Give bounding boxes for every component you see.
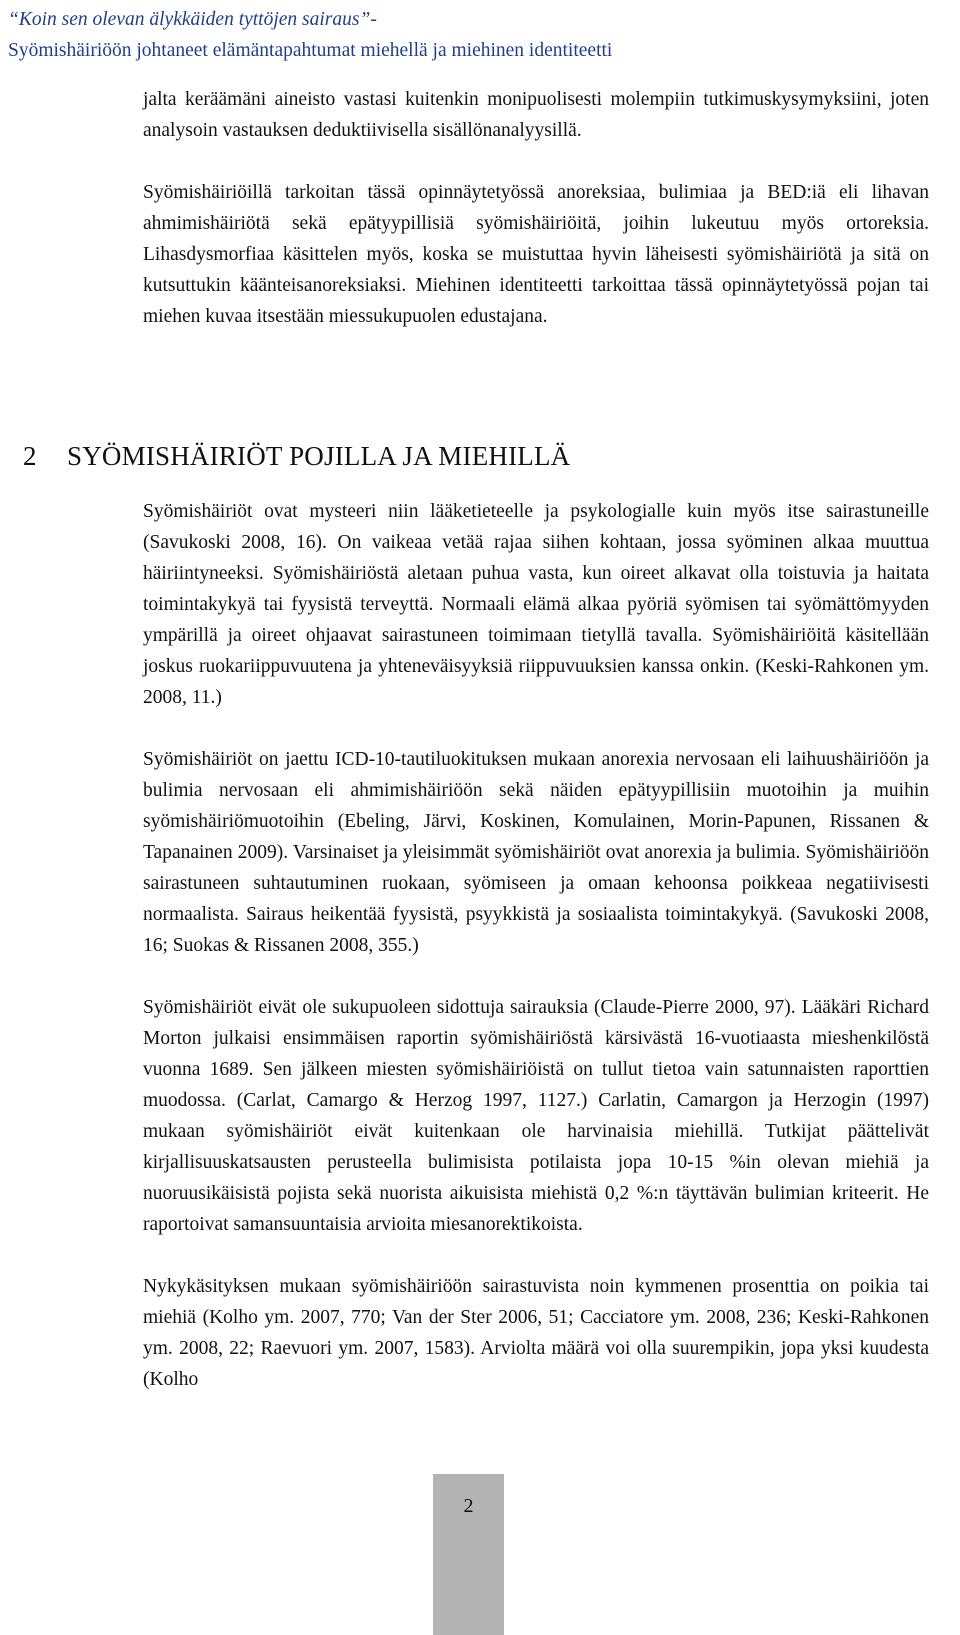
chapter-heading <box>23 436 570 476</box>
running-header <box>8 4 948 66</box>
paragraph-prevalence: Nykykäsityksen mukaan syömishäiriöön sairastuvista noin kymmenen prosenttia on poikia tai miehiä (Kolho ym. 2007, 770; Van der Ster 2006, 51; Cacciatore ym. 2008, 236; Keski-Rahkonen ym. 2008, 22; Raevuori ym. 2007, 1583). Arviolta määrä voi olla suurempikin, jopa yksi kuudesta (Kolho <box>143 1276 929 1390</box>
page-number: 2 <box>463 1495 474 1517</box>
paragraph-classification: Syömishäiriöt on jaettu ICD-10-tautiluokituksen mukaan anorexia nervosaan eli laihuushäiriöön ja bulimia nervosaan eli ahmimishäiriöön sekä näiden epätyypillisiin muotoihin ja muihin syömishäiriömuotoihin (Ebeling, Järvi, Koskinen, Komulainen, Morin-Papunen, Rissanen & Tapanainen 2009). Varsinaiset ja yleisimmät syömishäiriöt ovat anorexia ja bulimia. Syömishäiriöön sairastuneen suhtautuminen ruokaan, syömiseen ja omaan kehoonsa poikkeaa negatiivisesti normaalista. Sairaus heikentää fyysistä, psyykkistä ja sosiaalista toimintakykyä. (Savukoski 2008, 16; Suokas & Rissanen 2008, 355.) <box>143 749 929 956</box>
paragraph-definitions: Syömishäiriöillä tarkoitan tässä opinnäytetyössä anoreksiaa, bulimiaa ja BED:iä eli lihavan ahmimishäiriötä sekä epätyypillisiä syömishäiriöitä, joihin lukeutuu myös ortoreksia. Lihasdysmorfiaa käsittelen myös, koska se muistuttaa hyvin läheisesti syömishäiriötä ja sitä on kutsuttukin käänteisanoreksiaksi. Miehinen identiteetti tarkoittaa tässä opinnäytetyössä pojan tai miehen kuvaa itsestään miessukupuolen edustajana. <box>143 182 929 327</box>
paragraph-continuation: jalta keräämäni aineisto vastasi kuitenkin monipuolisesti molempiin tutkimuskysymyksiini, joten analysoin vastauksen deduktiivisella sisällönanalyysillä. <box>143 89 929 141</box>
chapter-number: 2 <box>23 441 37 471</box>
intro-section <box>143 84 929 332</box>
header-title-line1: “Koin sen olevan älykkäiden tyttöjen sairaus”- <box>8 9 377 30</box>
paragraph-history: Syömishäiriöt eivät ole sukupuoleen sidottuja sairauksia (Claude-Pierre 2000, 97). Lääkäri Richard Morton julkaisi ensimmäisen raportin syömishäiriöstä kärsivästä 16-vuotiaasta mieshenkilöstä vuonna 1689. Sen jälkeen miesten syömishäiriöistä on tullut tietoa vain satunnaisten raporttien muodossa. (Carlat, Camargo & Herzog 1997, 1127.) Carlatin, Camargon ja Herzogin (1997) mukaan syömishäiriöt eivät kuitenkaan ole harvinaisia miehillä. Tutkijat päättelivät kirjallisuuskatsausten perusteella bulimisista potilaista jopa 10-15 %in olevan miehiä ja nuoruusikäisistä pojista sekä nuorista aikuisista miehistä 0,2 %:n täyttävän bulimian kriteerit. He raportoivat samansuuntaisia arvioita miesanorektikoista. <box>143 997 929 1235</box>
chapter-body <box>143 496 929 1426</box>
paragraph-mystery: Syömishäiriöt ovat mysteeri niin lääketieteelle ja psykologialle kuin myös itse sairastuneille (Savukoski 2008, 16). On vaikeaa vetää rajaa siihen kohtaan, jossa syöminen alkaa muuttua häiriintyneeksi. Syömishäiriöstä aletaan puhua vasta, kun oireet alkavat olla toistuvia ja haitata toimintakykyä tai fyysistä terveyttä. Normaali elämä alkaa pyöriä syömisen tai syömättömyyden ympärillä ja oireet ohjaavat sairastuneen toimimaan tietyllä tavalla. Syömishäiriöitä käsitellään joskus ruokariippuvuutena ja yhteneväisyyksiä riippuvuuksien kanssa onkin. (Keski-Rahkonen ym. 2008, 11.) <box>143 501 929 708</box>
page-number-box <box>433 1474 504 1635</box>
header-title-line2: Syömishäiriöön johtaneet elämäntapahtumat miehellä ja miehinen identiteetti <box>8 40 613 61</box>
chapter-title: SYÖMISHÄIRIÖT POJILLA JA MIEHILLÄ <box>67 441 571 471</box>
